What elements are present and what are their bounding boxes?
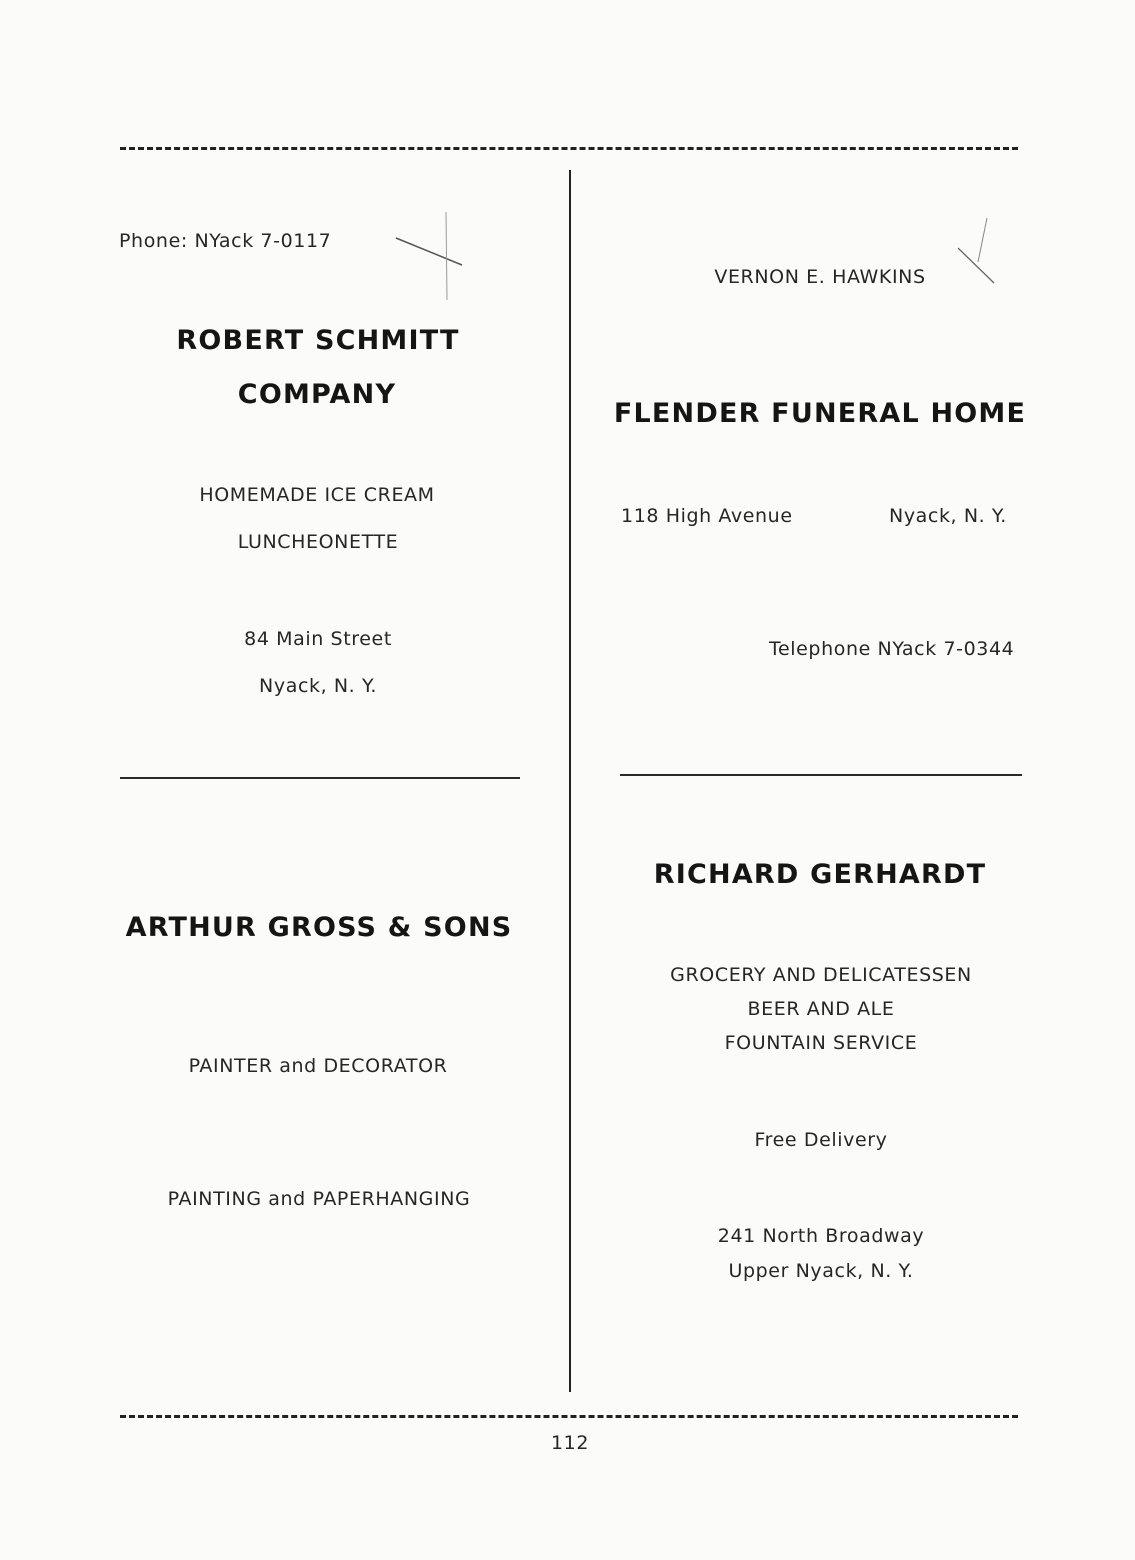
schmitt-name-line2: COMPANY [237, 379, 397, 410]
page-number: 112 [550, 1432, 590, 1454]
schmitt-line2: LUNCHEONETTE [237, 531, 399, 553]
flender-name: FLENDER FUNERAL HOME [613, 398, 1027, 429]
gerhardt-line2: BEER AND ALE [747, 998, 895, 1020]
pencil-stroke-left [446, 212, 447, 300]
gross-name: ARTHUR GROSS & SONS [125, 912, 513, 943]
gerhardt-name: RICHARD GERHARDT [653, 859, 987, 890]
pencil-stroke-right [978, 218, 987, 262]
flender-telephone: Telephone NYack 7-0344 [769, 638, 1015, 660]
gross-line2: PAINTING and PAPERHANGING [167, 1188, 471, 1210]
gerhardt-delivery: Free Delivery [754, 1129, 888, 1151]
flender-town: Nyack, N. Y. [889, 505, 1007, 527]
flender-proprietor: VERNON E. HAWKINS [714, 266, 926, 288]
schmitt-street: 84 Main Street [244, 628, 392, 650]
gerhardt-town: Upper Nyack, N. Y. [728, 1260, 914, 1282]
pencil-check-mark-left [396, 238, 462, 265]
flender-street: 118 High Avenue [621, 505, 793, 527]
schmitt-phone: Phone: NYack 7-0117 [119, 230, 332, 252]
schmitt-town: Nyack, N. Y. [259, 675, 377, 697]
schmitt-line1: HOMEMADE ICE CREAM [199, 484, 435, 506]
gerhardt-street: 241 North Broadway [717, 1225, 925, 1247]
schmitt-name-line1: ROBERT SCHMITT [176, 325, 460, 356]
gerhardt-line1: GROCERY AND DELICATESSEN [670, 964, 972, 986]
gerhardt-line3: FOUNTAIN SERVICE [724, 1032, 918, 1054]
pencil-check-mark-right [958, 248, 994, 283]
gross-line1: PAINTER and DECORATOR [188, 1055, 448, 1077]
